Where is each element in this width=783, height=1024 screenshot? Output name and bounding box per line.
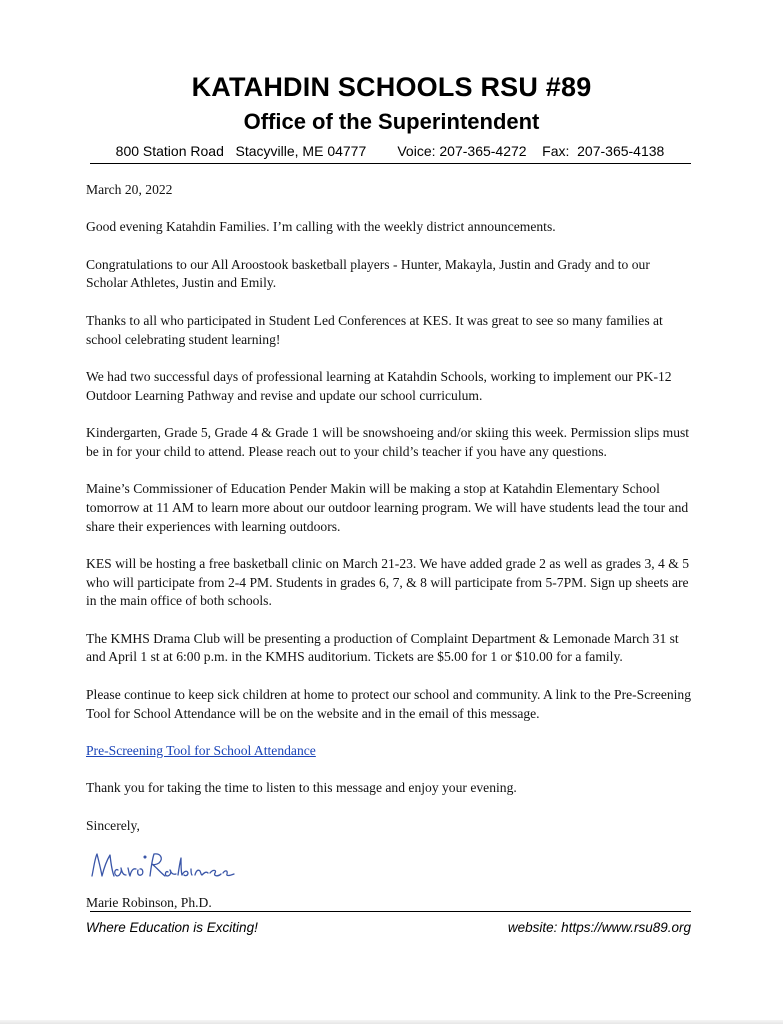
office-title: Office of the Superintendent bbox=[243, 109, 540, 134]
page-edge-shadow bbox=[0, 1020, 783, 1024]
paragraph-closing: Thank you for taking the time to listen to this message and enjoy your evening. bbox=[86, 780, 517, 796]
paragraph-drama-club: The KMHS Drama Club will be presenting a production of Complaint Department & Lemonade March 31 st and April 1 st at 6:00 p.m. in the KMHS auditorium. Tickets are $5.00 for 1 or $10.00 for a family. bbox=[86, 630, 679, 665]
paragraph-greeting: Good evening Katahdin Families. I’m calling with the weekly district announcements. bbox=[86, 219, 556, 235]
organization-title: KATAHDIN SCHOOLS RSU #89 bbox=[191, 72, 592, 102]
paragraph-congratulations: Congratulations to our All Aroostook basketball players - Hunter, Makayla, Justin and Grady and to our Scholar Athletes, Justin and Emily. bbox=[86, 256, 650, 291]
letter-body bbox=[86, 181, 692, 854]
footer-divider bbox=[90, 911, 691, 912]
handwritten-signature bbox=[88, 846, 238, 891]
paragraph-snowshoeing: Kindergarten, Grade 5, Grade 4 & Grade 1 will be snowshoeing and/or skiing this week. Permission slips must be in for your child to attend. Please reach out to your child’s teacher if you have any questions. bbox=[86, 425, 690, 459]
pre-screening-tool-link[interactable]: Pre-Screening Tool for School Attendance bbox=[86, 742, 316, 758]
footer-website: website: https://www.rsu89.org bbox=[507, 920, 691, 935]
letter-date: March 20, 2022 bbox=[86, 182, 173, 197]
paragraph-professional-learning: We had two successful days of professional learning at Katahdin Schools, working to implement our PK-12 Outdoor Learning Pathway and revise and update our school curriculum. bbox=[86, 368, 672, 403]
paragraph-commissioner-visit: Maine’s Commissioner of Education Pender Makin will be making a stop at Katahdin Elementary School tomorrow at 11 AM to learn more about our outdoor learning program. We will have students lead the tour and share their experiences with learning outdoors. bbox=[86, 481, 689, 534]
footer-motto: Where Education is Exciting! bbox=[86, 920, 258, 935]
paragraph-conferences: Thanks to all who participated in Student Led Conferences at KES. It was great to see so many families at school celebrating student learning! bbox=[86, 312, 663, 347]
contact-address-line: 800 Station Road Stacyville, ME 04777 Voice: 207-365-4272 Fax: 207-365-4138 bbox=[115, 143, 665, 159]
header-divider bbox=[90, 163, 691, 164]
signoff: Sincerely, bbox=[86, 817, 140, 833]
signer-name: Marie Robinson, Ph.D. bbox=[86, 895, 212, 910]
paragraph-sick-children: Please continue to keep sick children at home to protect our school and community. A link to the Pre-Screening Tool for School Attendance will be on the website and in the email of this message. bbox=[86, 686, 692, 721]
paragraph-basketball-clinic: KES will be hosting a free basketball clinic on March 21-23. We have added grade 2 as well as grades 3, 4 & 5 who will participate from 2-4 PM. Students in grades 6, 7, & 8 will participate from 5-7PM. Sign up sheets are in the main office of both schools. bbox=[86, 555, 690, 609]
